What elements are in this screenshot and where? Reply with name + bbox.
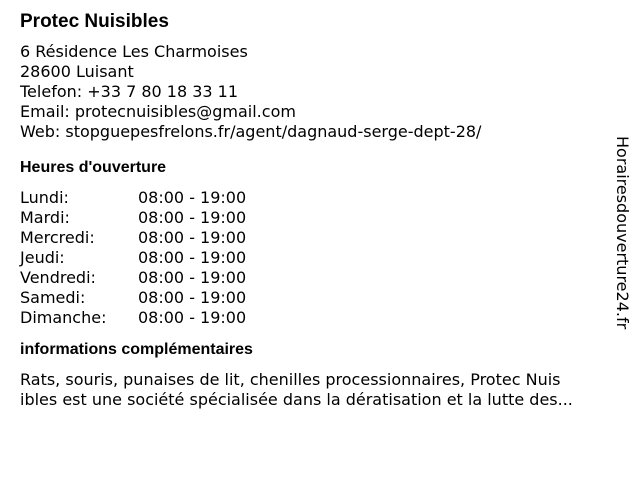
hours-row bbox=[20, 208, 618, 228]
info-title: informations complémentaires bbox=[20, 341, 253, 358]
hours-row bbox=[20, 308, 618, 328]
email-line: Email: protecnuisibles@gmail.com bbox=[20, 102, 296, 121]
business-name: Protec Nuisibles bbox=[20, 11, 169, 32]
hours-row bbox=[20, 228, 618, 248]
hours-day: Lundi: bbox=[20, 188, 69, 207]
hours-time: 08:00 - 19:00 bbox=[138, 188, 247, 207]
hours-row bbox=[20, 268, 618, 288]
web-line: Web: stopguepesfrelons.fr/agent/dagnaud-serge-dept-28/ bbox=[20, 122, 482, 141]
hours-row bbox=[20, 188, 618, 208]
address-line-1: 6 Résidence Les Charmoises bbox=[20, 42, 248, 61]
hours-title: Heures d'ouverture bbox=[20, 159, 167, 176]
info-line-1: Rats, souris, punaises de lit, chenilles processionnaires, Protec Nuis bbox=[20, 370, 561, 389]
hours-row bbox=[20, 248, 618, 268]
hours-row bbox=[20, 288, 618, 308]
hours-time: 08:00 - 19:00 bbox=[138, 208, 247, 227]
contact-block bbox=[20, 42, 618, 142]
hours-time: 08:00 - 19:00 bbox=[138, 268, 247, 287]
hours-time: 08:00 - 19:00 bbox=[138, 248, 247, 267]
hours-day: Mardi: bbox=[20, 208, 70, 227]
hours-time: 08:00 - 19:00 bbox=[138, 228, 247, 247]
hours-day: Mercredi: bbox=[20, 228, 95, 247]
hours-table bbox=[20, 188, 618, 328]
business-card bbox=[20, 10, 618, 410]
hours-day: Jeudi: bbox=[20, 248, 65, 267]
hours-day: Vendredi: bbox=[20, 268, 96, 287]
hours-day: Samedi: bbox=[20, 288, 86, 307]
site-watermark: Horairesdouverture24.fr bbox=[613, 136, 632, 330]
info-text bbox=[20, 370, 618, 410]
hours-time: 08:00 - 19:00 bbox=[138, 308, 247, 327]
hours-day: Dimanche: bbox=[20, 308, 107, 327]
phone-line: Telefon: +33 7 80 18 33 11 bbox=[20, 82, 239, 101]
info-line-2: ibles est une société spécialisée dans la dératisation et la lutte des... bbox=[20, 390, 573, 409]
hours-time: 08:00 - 19:00 bbox=[138, 288, 247, 307]
address-line-2: 28600 Luisant bbox=[20, 62, 134, 81]
